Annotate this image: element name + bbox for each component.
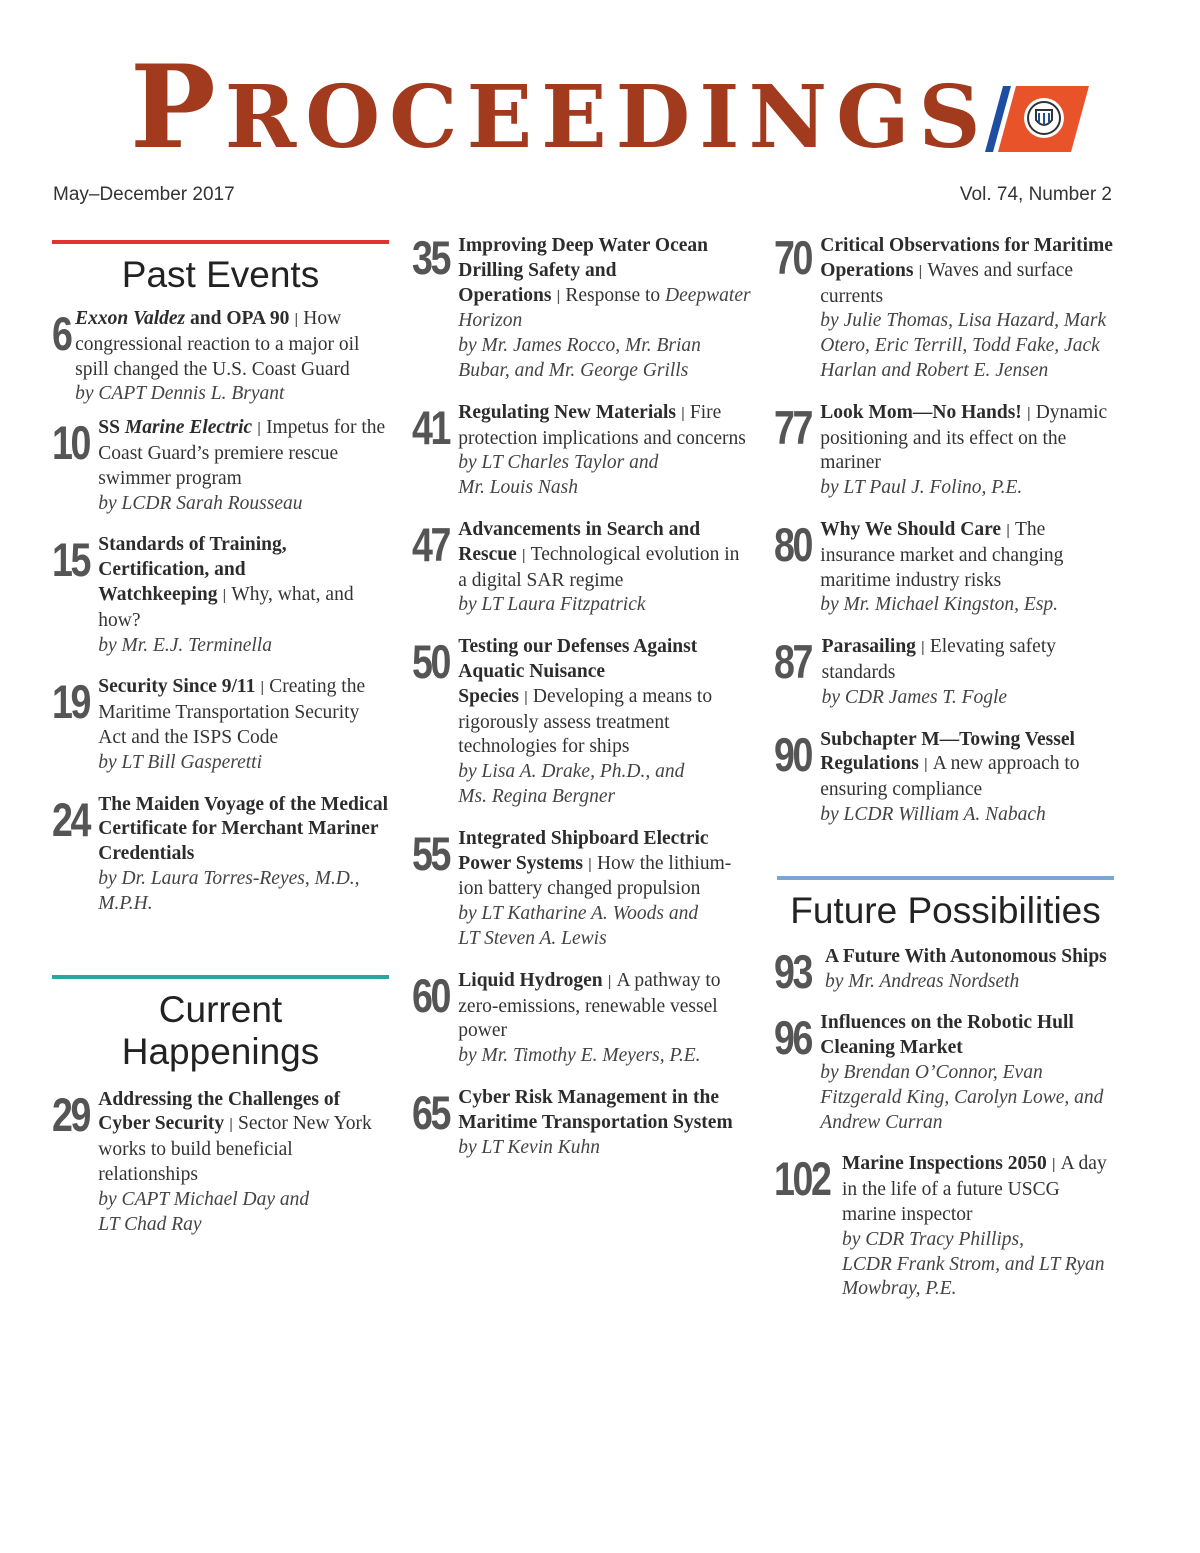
article-title: Liquid Hydrogen — [458, 969, 603, 991]
article-description: How congressional reaction to a major oil spill changed the U.S. Coast Guard — [75, 308, 360, 380]
article-title: Regulating New Materials — [458, 401, 676, 423]
article-title: Security Since 9/11 — [98, 676, 256, 698]
article-byline: by LT Bill Gasperetti — [98, 751, 263, 773]
current-happenings-rule — [52, 975, 389, 979]
article-description: The insurance market and changing maritime industry risks — [820, 518, 1064, 591]
article-description: A day in the life of a future USCG marine inspector — [842, 1153, 1107, 1225]
article-byline: Mr. Louis Nash — [458, 477, 579, 499]
article-byline: by LT Kevin Kuhn — [458, 1136, 600, 1158]
article-byline: by Lisa A. Drake, Ph.D., and — [458, 761, 685, 783]
article-title: Why We Should Care — [820, 518, 1002, 540]
section-heading-past-events: Past Events — [121, 254, 320, 295]
past-events-rule — [52, 240, 389, 244]
page-number: 60 — [412, 968, 450, 1022]
page-number: 24 — [52, 792, 90, 846]
article-50[interactable]: 50 Testing our Defenses Against Aquatic Nuisance Species | Developing a means to rigorously assess treatment technologies for ships by Lisa A. Drake, Ph.D., and Ms. Regina Bergner — [412, 640, 752, 810]
article-byline: by Brendan O’Connor, Evan Fitzgerald King, Carolyn Lowe, and Andrew Curran — [820, 1061, 1104, 1133]
future-possibilities-rule — [777, 876, 1114, 880]
page-number: 102 — [774, 1152, 830, 1206]
page-number: 93 — [774, 944, 812, 998]
page-number: 35 — [412, 231, 450, 284]
article-90[interactable]: 90 Subchapter M—Towing Vessel Regulations | A new approach to ensuring compliance by LCDR William A. Nabach — [774, 733, 1114, 828]
article-description: Impetus for the Coast Guard’s premiere rescue swimmer program — [98, 417, 386, 489]
section-heading-current-happenings: Current Happenings — [121, 988, 320, 1072]
article-description: How the lithium-ion battery changed propulsion — [458, 852, 732, 900]
article-80[interactable]: 80 Why We Should Care | The insurance market and changing maritime industry risks by Mr. Michael Kingston, Esp. — [774, 523, 1114, 618]
article-title: Cyber Risk Management in the Maritime Transportation System — [458, 1086, 733, 1133]
page-number: 6 — [52, 307, 71, 360]
article-title: A Future With Autonomous Ships — [825, 945, 1107, 967]
page-number: 65 — [412, 1085, 450, 1139]
coast-guard-stripe-icon — [985, 86, 1089, 152]
article-description: Response to Deepwater Horizon — [458, 284, 751, 332]
article-title: Improving Deep Water Ocean Drilling Safety and Operations — [458, 235, 708, 306]
article-title: Marine Inspections 2050 — [842, 1153, 1047, 1175]
article-title: Parasailing — [821, 636, 916, 658]
article-77[interactable]: 77 Look Mom—No Hands! | Dynamic positioning and its effect on the mariner by LT Paul J. Folino, P.E. — [774, 406, 1114, 501]
article-35[interactable]: 35 Improving Deep Water Ocean Drilling Safety and Operations | Response to Deepwater Horizon by Mr. James Rocco, Mr. Brian Bubar, and Mr. George Grills — [412, 236, 752, 384]
article-byline: LCDR Frank Strom, and LT Ryan Mowbray, P.E. — [842, 1253, 1105, 1300]
article-byline: Ms. Regina Bergner — [458, 785, 616, 807]
article-byline: by CAPT Dennis L. Bryant — [75, 383, 285, 405]
article-96[interactable] — [774, 1011, 1114, 1135]
article-93[interactable] — [774, 944, 1114, 998]
article-byline: by LCDR Sarah Rousseau — [98, 492, 303, 514]
article-description: Technological evolution in a digital SAR regime — [458, 543, 740, 591]
article-byline: by Dr. Laura Torres-Reyes, M.D., M.P.H. — [98, 867, 360, 914]
article-65[interactable] — [412, 1085, 752, 1160]
article-byline: by LT Paul J. Folino, P.E. — [820, 477, 1023, 499]
article-24[interactable] — [52, 792, 389, 917]
article-70[interactable]: 70 Critical Observations for Maritime Operations | Waves and surface currents by Julie Thomas, Lisa Hazard, Mark Otero, Eric Terrill, Todd Fake, Jack Harlan and Robert E. Jensen — [774, 236, 1114, 384]
article-byline: by LT Laura Fitzpatrick — [458, 594, 646, 616]
masthead — [130, 40, 990, 174]
article-description: Fire protection implications and concerns — [458, 401, 746, 449]
article-title: Standards of Training, Certification, and Watchkeeping — [98, 534, 287, 605]
article-byline: by CAPT Michael Day and — [98, 1188, 310, 1210]
article-41[interactable]: 41 Regulating New Materials | Fire protection implications and concerns by LT Charles Taylor and Mr. Louis Nash — [412, 406, 752, 501]
article-title: Testing our Defenses Against Aquatic Nuisance Species — [458, 636, 698, 707]
article-byline: by CDR James T. Fogle — [821, 686, 1008, 708]
article-description: Elevating safety standards — [821, 636, 1056, 683]
issue-volume: Vol. 74, Number 2 — [959, 184, 1112, 205]
page-number: 29 — [52, 1087, 90, 1141]
article-19[interactable]: 19 Security Since 9/11 | Creating the Maritime Transportation Security Act and the ISPS Code by LT Bill Gasperetti — [52, 680, 389, 775]
article-byline: LT Chad Ray — [98, 1213, 202, 1235]
article-6[interactable]: 6 Exxon Valdez and OPA 90 | How congressional reaction to a major oil spill changed the U.S. Coast Guard by CAPT Dennis L. Bryant — [52, 312, 389, 407]
article-10[interactable]: 10 SS Marine Electric | Impetus for the Coast Guard’s premiere rescue swimmer program by LCDR Sarah Rousseau — [52, 421, 389, 516]
column-right — [774, 231, 1114, 1302]
article-title: Look Mom—No Hands! — [820, 401, 1022, 423]
article-title: Integrated Shipboard Electric Power Systems — [458, 827, 709, 874]
column-left — [52, 236, 389, 1237]
article-60[interactable]: 60 Liquid Hydrogen | A pathway to zero-emissions, renewable vessel power by Mr. Timothy E. Meyers, P.E. — [412, 974, 752, 1069]
article-byline: by CDR Tracy Phillips, — [842, 1228, 1024, 1250]
page-number: 77 — [774, 400, 812, 454]
article-byline: by Mr. Timothy E. Meyers, P.E. — [458, 1045, 701, 1067]
article-description: Creating the Maritime Transportation Security Act and the ISPS Code — [98, 676, 366, 748]
article-description: A new approach to ensuring compliance — [820, 753, 1080, 801]
article-15[interactable]: 15 Standards of Training, Certification, and Watchkeeping | Why, what, and how? by Mr. E.J. Terminella — [52, 538, 389, 658]
page-number: 19 — [52, 675, 90, 729]
article-29[interactable]: 29 Addressing the Challenges of Cyber Security | Sector New York works to build beneficial relationships by CAPT Michael Day and LT Chad Ray — [52, 1093, 389, 1238]
article-title: SS Marine Electric — [98, 417, 253, 439]
article-title: The Maiden Voyage of the Medical Certificate for Merchant Mariner Credentials — [98, 793, 389, 865]
article-title: Addressing the Challenges of Cyber Security — [98, 1088, 341, 1135]
article-title: Advancements in Search and Rescue — [458, 518, 701, 565]
page-number: 50 — [412, 635, 450, 689]
article-102[interactable]: 102 Marine Inspections 2050 | A day in the life of a future USCG marine inspector by CDR Tracy Phillips, LCDR Frank Strom, and LT Ryan Mowbray, P.E. — [774, 1157, 1114, 1302]
article-byline: by Mr. James Rocco, Mr. Brian Bubar, and Mr. George Grills — [458, 335, 701, 381]
article-55[interactable]: 55 Integrated Shipboard Electric Power Systems | How the lithium-ion battery changed propulsion by LT Katharine A. Woods and LT Steven A. Lewis — [412, 832, 752, 952]
page-number: 96 — [774, 1011, 812, 1065]
issue-date: May–December 2017 — [53, 184, 235, 205]
article-title: Exxon Valdez and OPA 90 — [75, 308, 290, 329]
page-number: 15 — [52, 533, 90, 587]
article-byline: by Julie Thomas, Lisa Hazard, Mark Otero, Eric Terrill, Todd Fake, Jack Harlan and Robert E. Jensen — [820, 310, 1107, 381]
article-byline: by LT Charles Taylor and — [458, 452, 659, 474]
article-description: Sector New York works to build beneficial relationships — [98, 1113, 372, 1185]
article-title: Influences on the Robotic Hull Cleaning Market — [820, 1012, 1074, 1059]
article-byline: by LT Katharine A. Woods and — [458, 903, 699, 925]
page-number: 10 — [52, 416, 90, 470]
article-byline: by Mr. E.J. Terminella — [98, 634, 272, 656]
section-heading-future-possibilities: Future Possibilities — [790, 889, 1101, 931]
page-number: 70 — [774, 231, 812, 284]
page-number: 90 — [774, 727, 812, 781]
article-description: Dynamic positioning and its effect on the mariner — [820, 401, 1108, 474]
article-byline: by Mr. Andreas Nordseth — [825, 970, 1020, 992]
page-number: 47 — [412, 517, 450, 571]
page-number: 41 — [412, 400, 450, 454]
article-title: Subchapter M—Towing Vessel Regulations — [820, 728, 1075, 775]
article-byline: by Mr. Michael Kingston, Esp. — [820, 594, 1059, 616]
page-number: 80 — [774, 517, 812, 571]
article-description: A pathway to zero-emissions, renewable vessel power — [458, 969, 721, 1042]
article-title: Critical Observations for Maritime Operations — [820, 235, 1113, 281]
article-byline: by LCDR William A. Nabach — [820, 803, 1046, 825]
article-description: Developing a means to rigorously assess treatment technologies for ships — [458, 685, 713, 758]
article-description: Why, what, and how? — [98, 583, 354, 631]
article-description: Waves and surface currents — [820, 259, 1074, 307]
article-byline: LT Steven A. Lewis — [458, 927, 607, 949]
article-47[interactable]: 47 Advancements in Search and Rescue | Technological evolution in a digital SAR regime by LT Laura Fitzpatrick — [412, 523, 752, 618]
masthead-title: PROCEEDINGS — [130, 40, 990, 174]
page-number: 55 — [412, 826, 450, 880]
column-middle — [412, 231, 752, 1160]
page-number: 87 — [774, 635, 812, 689]
article-87[interactable]: 87 Parasailing | Elevating safety standards by CDR James T. Fogle — [774, 640, 1114, 710]
